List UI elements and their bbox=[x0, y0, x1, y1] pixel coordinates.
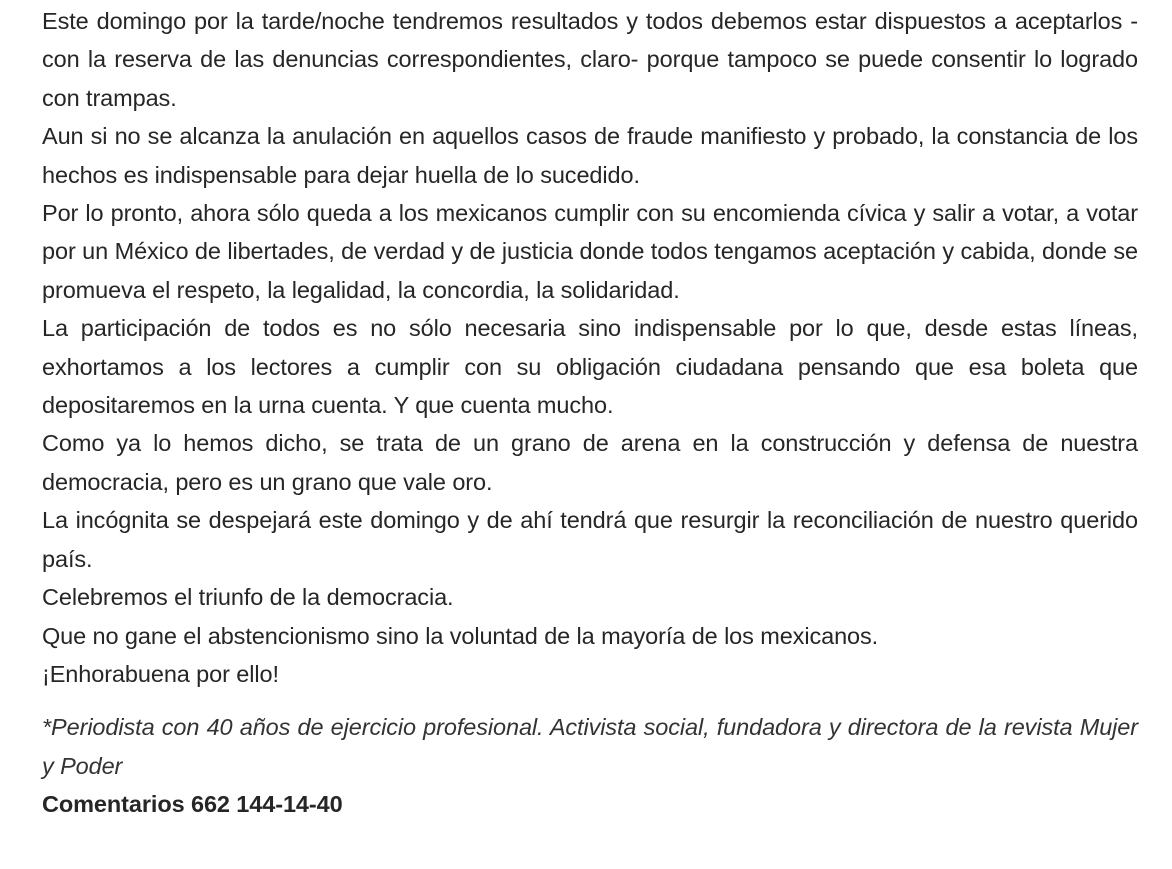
paragraph-3: Por lo pronto, ahora sólo queda a los mexicanos cumplir con su encomienda cívica y salir a votar, a votar por un México de libertades, de verdad y de justicia donde todos tengamos aceptación y cabida, donde se promueva el respeto, la legalidad, la concordia, la solidaridad. bbox=[42, 200, 1138, 303]
paragraph-2: Aun si no se alcanza la anulación en aquellos casos de fraude manifiesto y probado, la constancia de los hechos es indispensable para dejar huella de lo sucedido. bbox=[42, 123, 1138, 188]
paragraph-5: Como ya lo hemos dicho, se trata de un grano de arena en la construcción y defensa de nuestra democracia, pero es un grano que vale oro. bbox=[42, 430, 1138, 495]
author-note: *Periodista con 40 años de ejercicio profesional. Activista social, fundadora y directora de la revista Mujer y Poder bbox=[42, 714, 1138, 779]
article-body bbox=[42, 2, 1138, 824]
paragraph-4: La participación de todos es no sólo necesaria sino indispensable por lo que, desde estas líneas, exhortamos a los lectores a cumplir con su obligación ciudadana pensando que esa boleta que depositaremos en la urna cuenta. Y que cuenta mucho. bbox=[42, 315, 1138, 419]
paragraph-9: ¡Enhorabuena por ello! bbox=[42, 660, 279, 687]
paragraph-7: Celebremos el triunfo de la democracia. bbox=[42, 584, 454, 611]
comments-phone: Comentarios 662 144-14-40 bbox=[42, 791, 343, 818]
paragraph-8: Que no gane el abstencionismo sino la voluntad de la mayoría de los mexicanos. bbox=[42, 622, 879, 649]
paragraph-6: La incógnita se despejará este domingo y de ahí tendrá que resurgir la reconciliación de nuestro querido país. bbox=[42, 507, 1138, 572]
paragraph-1: Este domingo por la tarde/noche tendremos resultados y todos debemos estar dispuestos a aceptarlos -con la reserva de las denuncias correspondientes, claro- porque tampoco se puede consentir lo logrado con trampas. bbox=[42, 8, 1138, 111]
